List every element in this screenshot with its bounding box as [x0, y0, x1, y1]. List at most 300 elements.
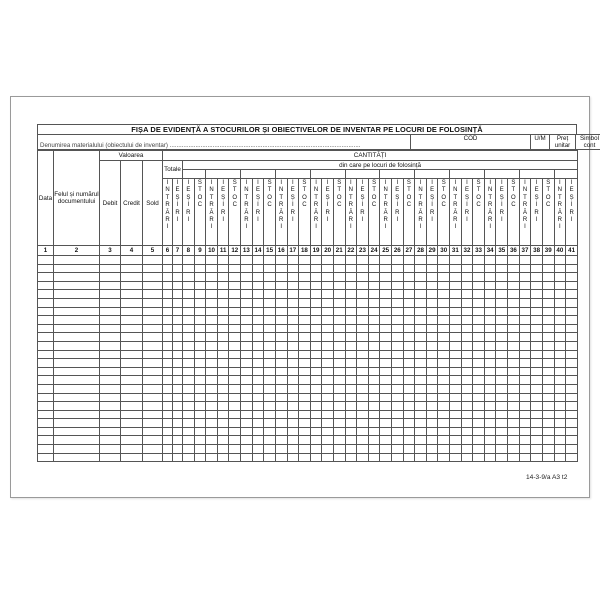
table-cell[interactable] — [531, 402, 543, 411]
table-row[interactable] — [38, 359, 578, 368]
table-cell[interactable] — [426, 316, 438, 325]
table-cell[interactable] — [194, 393, 206, 402]
table-cell[interactable] — [391, 316, 403, 325]
table-cell[interactable] — [206, 307, 218, 316]
table-cell[interactable] — [368, 445, 380, 454]
table-cell[interactable] — [566, 324, 578, 333]
table-cell[interactable] — [38, 393, 54, 402]
table-cell[interactable] — [426, 359, 438, 368]
table-cell[interactable] — [380, 333, 392, 342]
table-cell[interactable] — [345, 341, 357, 350]
table-cell[interactable] — [438, 453, 450, 462]
table-cell[interactable] — [310, 273, 322, 282]
table-cell[interactable] — [143, 359, 163, 368]
table-cell[interactable] — [194, 316, 206, 325]
table-cell[interactable] — [473, 264, 485, 273]
table-cell[interactable] — [554, 427, 566, 436]
table-cell[interactable] — [264, 384, 276, 393]
table-cell[interactable] — [415, 367, 427, 376]
table-cell[interactable] — [450, 376, 462, 385]
table-cell[interactable] — [333, 359, 345, 368]
table-cell[interactable] — [426, 256, 438, 265]
table-cell[interactable] — [403, 393, 415, 402]
table-cell[interactable] — [450, 281, 462, 290]
table-cell[interactable] — [426, 273, 438, 282]
table-cell[interactable] — [519, 333, 531, 342]
table-cell[interactable] — [264, 393, 276, 402]
table-row[interactable] — [38, 281, 578, 290]
table-cell[interactable] — [241, 256, 253, 265]
table-cell[interactable] — [426, 410, 438, 419]
table-cell[interactable] — [121, 307, 143, 316]
table-cell[interactable] — [183, 410, 195, 419]
table-cell[interactable] — [275, 445, 287, 454]
table-cell[interactable] — [542, 324, 554, 333]
table-cell[interactable] — [496, 273, 508, 282]
table-cell[interactable] — [333, 402, 345, 411]
table-cell[interactable] — [333, 341, 345, 350]
table-cell[interactable] — [554, 333, 566, 342]
table-cell[interactable] — [333, 384, 345, 393]
table-cell[interactable] — [299, 376, 311, 385]
table-cell[interactable] — [299, 298, 311, 307]
table-cell[interactable] — [299, 324, 311, 333]
table-cell[interactable] — [173, 393, 183, 402]
table-cell[interactable] — [173, 453, 183, 462]
table-cell[interactable] — [519, 427, 531, 436]
table-cell[interactable] — [287, 256, 299, 265]
table-cell[interactable] — [357, 419, 369, 428]
table-cell[interactable] — [357, 307, 369, 316]
table-cell[interactable] — [229, 281, 241, 290]
table-cell[interactable] — [438, 376, 450, 385]
table-cell[interactable] — [163, 427, 173, 436]
table-cell[interactable] — [508, 384, 520, 393]
table-cell[interactable] — [163, 436, 173, 445]
table-cell[interactable] — [173, 410, 183, 419]
table-cell[interactable] — [380, 350, 392, 359]
table-cell[interactable] — [542, 445, 554, 454]
table-cell[interactable] — [275, 298, 287, 307]
table-cell[interactable] — [322, 316, 334, 325]
table-cell[interactable] — [217, 281, 229, 290]
table-cell[interactable] — [368, 376, 380, 385]
table-cell[interactable] — [241, 436, 253, 445]
table-cell[interactable] — [241, 427, 253, 436]
table-cell[interactable] — [299, 264, 311, 273]
table-cell[interactable] — [173, 445, 183, 454]
table-cell[interactable] — [345, 273, 357, 282]
table-cell[interactable] — [345, 445, 357, 454]
table-cell[interactable] — [38, 427, 54, 436]
table-cell[interactable] — [194, 402, 206, 411]
table-cell[interactable] — [163, 273, 173, 282]
table-cell[interactable] — [496, 333, 508, 342]
table-cell[interactable] — [322, 419, 334, 428]
table-cell[interactable] — [566, 264, 578, 273]
table-cell[interactable] — [403, 316, 415, 325]
table-cell[interactable] — [333, 290, 345, 299]
table-cell[interactable] — [194, 281, 206, 290]
table-cell[interactable] — [121, 393, 143, 402]
table-cell[interactable] — [345, 419, 357, 428]
table-cell[interactable] — [287, 453, 299, 462]
table-cell[interactable] — [508, 333, 520, 342]
table-cell[interactable] — [345, 324, 357, 333]
table-cell[interactable] — [473, 367, 485, 376]
table-cell[interactable] — [299, 453, 311, 462]
table-cell[interactable] — [368, 273, 380, 282]
table-cell[interactable] — [438, 419, 450, 428]
table-cell[interactable] — [415, 453, 427, 462]
table-cell[interactable] — [310, 384, 322, 393]
table-cell[interactable] — [100, 384, 121, 393]
table-cell[interactable] — [310, 264, 322, 273]
table-row[interactable] — [38, 333, 578, 342]
table-cell[interactable] — [229, 402, 241, 411]
table-cell[interactable] — [264, 273, 276, 282]
table-cell[interactable] — [508, 367, 520, 376]
table-cell[interactable] — [542, 410, 554, 419]
table-cell[interactable] — [194, 298, 206, 307]
table-cell[interactable] — [450, 333, 462, 342]
table-cell[interactable] — [217, 427, 229, 436]
table-cell[interactable] — [426, 298, 438, 307]
table-cell[interactable] — [566, 367, 578, 376]
table-cell[interactable] — [566, 273, 578, 282]
table-cell[interactable] — [241, 376, 253, 385]
table-cell[interactable] — [403, 376, 415, 385]
table-cell[interactable] — [519, 445, 531, 454]
table-cell[interactable] — [566, 256, 578, 265]
table-cell[interactable] — [380, 281, 392, 290]
table-cell[interactable] — [183, 436, 195, 445]
table-cell[interactable] — [264, 445, 276, 454]
table-cell[interactable] — [438, 402, 450, 411]
table-cell[interactable] — [426, 393, 438, 402]
table-row[interactable] — [38, 402, 578, 411]
table-cell[interactable] — [183, 307, 195, 316]
table-cell[interactable] — [554, 436, 566, 445]
table-cell[interactable] — [121, 376, 143, 385]
table-cell[interactable] — [183, 281, 195, 290]
table-cell[interactable] — [508, 419, 520, 428]
table-cell[interactable] — [183, 316, 195, 325]
table-cell[interactable] — [415, 410, 427, 419]
table-cell[interactable] — [183, 324, 195, 333]
table-cell[interactable] — [531, 316, 543, 325]
table-cell[interactable] — [322, 341, 334, 350]
table-cell[interactable] — [229, 427, 241, 436]
table-cell[interactable] — [415, 264, 427, 273]
table-cell[interactable] — [229, 350, 241, 359]
table-cell[interactable] — [229, 316, 241, 325]
table-cell[interactable] — [531, 256, 543, 265]
table-cell[interactable] — [173, 436, 183, 445]
table-cell[interactable] — [163, 333, 173, 342]
table-cell[interactable] — [496, 350, 508, 359]
table-cell[interactable] — [100, 359, 121, 368]
table-cell[interactable] — [380, 341, 392, 350]
table-cell[interactable] — [143, 307, 163, 316]
table-cell[interactable] — [322, 350, 334, 359]
table-cell[interactable] — [438, 298, 450, 307]
table-cell[interactable] — [217, 445, 229, 454]
table-cell[interactable] — [380, 324, 392, 333]
table-cell[interactable] — [345, 402, 357, 411]
table-row[interactable] — [38, 273, 578, 282]
table-cell[interactable] — [322, 324, 334, 333]
table-cell[interactable] — [100, 281, 121, 290]
table-cell[interactable] — [380, 419, 392, 428]
table-row[interactable] — [38, 264, 578, 273]
table-cell[interactable] — [143, 316, 163, 325]
table-cell[interactable] — [531, 290, 543, 299]
table-cell[interactable] — [380, 298, 392, 307]
table-cell[interactable] — [426, 453, 438, 462]
table-cell[interactable] — [217, 376, 229, 385]
table-cell[interactable] — [403, 333, 415, 342]
table-cell[interactable] — [519, 273, 531, 282]
table-cell[interactable] — [183, 402, 195, 411]
table-cell[interactable] — [415, 256, 427, 265]
table-cell[interactable] — [496, 264, 508, 273]
table-cell[interactable] — [310, 281, 322, 290]
table-cell[interactable] — [299, 273, 311, 282]
table-cell[interactable] — [531, 341, 543, 350]
table-cell[interactable] — [299, 359, 311, 368]
table-cell[interactable] — [508, 453, 520, 462]
table-cell[interactable] — [333, 367, 345, 376]
table-cell[interactable] — [287, 333, 299, 342]
table-cell[interactable] — [542, 281, 554, 290]
table-cell[interactable] — [163, 367, 173, 376]
table-cell[interactable] — [38, 290, 54, 299]
table-cell[interactable] — [287, 281, 299, 290]
table-cell[interactable] — [368, 402, 380, 411]
table-cell[interactable] — [54, 264, 100, 273]
table-cell[interactable] — [299, 384, 311, 393]
table-cell[interactable] — [542, 453, 554, 462]
table-cell[interactable] — [403, 419, 415, 428]
table-cell[interactable] — [461, 410, 473, 419]
table-cell[interactable] — [241, 402, 253, 411]
table-cell[interactable] — [194, 384, 206, 393]
table-cell[interactable] — [391, 290, 403, 299]
table-cell[interactable] — [542, 307, 554, 316]
table-cell[interactable] — [275, 273, 287, 282]
table-cell[interactable] — [508, 350, 520, 359]
table-cell[interactable] — [438, 290, 450, 299]
table-cell[interactable] — [299, 333, 311, 342]
table-cell[interactable] — [252, 264, 264, 273]
table-cell[interactable] — [380, 393, 392, 402]
table-cell[interactable] — [542, 350, 554, 359]
table-cell[interactable] — [554, 445, 566, 454]
table-cell[interactable] — [38, 273, 54, 282]
table-cell[interactable] — [38, 402, 54, 411]
table-cell[interactable] — [333, 333, 345, 342]
table-cell[interactable] — [322, 290, 334, 299]
table-row[interactable] — [38, 324, 578, 333]
table-cell[interactable] — [54, 427, 100, 436]
table-cell[interactable] — [426, 384, 438, 393]
table-cell[interactable] — [299, 445, 311, 454]
table-cell[interactable] — [403, 402, 415, 411]
table-cell[interactable] — [357, 359, 369, 368]
table-cell[interactable] — [100, 256, 121, 265]
table-cell[interactable] — [194, 341, 206, 350]
table-cell[interactable] — [38, 350, 54, 359]
table-cell[interactable] — [368, 333, 380, 342]
table-cell[interactable] — [357, 256, 369, 265]
table-cell[interactable] — [345, 410, 357, 419]
table-cell[interactable] — [438, 350, 450, 359]
table-cell[interactable] — [519, 402, 531, 411]
table-cell[interactable] — [54, 341, 100, 350]
table-cell[interactable] — [143, 298, 163, 307]
table-cell[interactable] — [287, 367, 299, 376]
table-cell[interactable] — [206, 264, 218, 273]
table-cell[interactable] — [473, 256, 485, 265]
table-cell[interactable] — [173, 281, 183, 290]
table-cell[interactable] — [484, 307, 496, 316]
table-row[interactable] — [38, 376, 578, 385]
table-cell[interactable] — [241, 264, 253, 273]
table-cell[interactable] — [322, 298, 334, 307]
table-cell[interactable] — [357, 402, 369, 411]
table-cell[interactable] — [287, 350, 299, 359]
table-cell[interactable] — [38, 298, 54, 307]
table-cell[interactable] — [473, 324, 485, 333]
table-cell[interactable] — [217, 307, 229, 316]
table-cell[interactable] — [461, 316, 473, 325]
table-cell[interactable] — [287, 298, 299, 307]
table-cell[interactable] — [542, 359, 554, 368]
table-cell[interactable] — [380, 384, 392, 393]
table-cell[interactable] — [54, 281, 100, 290]
table-cell[interactable] — [403, 281, 415, 290]
table-cell[interactable] — [496, 384, 508, 393]
table-cell[interactable] — [287, 359, 299, 368]
table-cell[interactable] — [357, 273, 369, 282]
table-cell[interactable] — [438, 256, 450, 265]
table-cell[interactable] — [229, 384, 241, 393]
table-cell[interactable] — [391, 324, 403, 333]
table-cell[interactable] — [241, 324, 253, 333]
table-cell[interactable] — [473, 307, 485, 316]
table-cell[interactable] — [275, 290, 287, 299]
table-cell[interactable] — [38, 367, 54, 376]
table-cell[interactable] — [508, 256, 520, 265]
table-cell[interactable] — [264, 316, 276, 325]
table-cell[interactable] — [206, 290, 218, 299]
table-cell[interactable] — [100, 273, 121, 282]
table-cell[interactable] — [54, 290, 100, 299]
table-cell[interactable] — [333, 453, 345, 462]
table-cell[interactable] — [173, 256, 183, 265]
table-cell[interactable] — [542, 393, 554, 402]
table-cell[interactable] — [38, 341, 54, 350]
table-cell[interactable] — [357, 350, 369, 359]
table-cell[interactable] — [299, 316, 311, 325]
table-cell[interactable] — [322, 393, 334, 402]
table-cell[interactable] — [121, 264, 143, 273]
table-cell[interactable] — [310, 393, 322, 402]
table-cell[interactable] — [450, 453, 462, 462]
table-cell[interactable] — [264, 359, 276, 368]
table-cell[interactable] — [206, 419, 218, 428]
table-cell[interactable] — [484, 333, 496, 342]
table-cell[interactable] — [531, 384, 543, 393]
table-cell[interactable] — [54, 359, 100, 368]
table-cell[interactable] — [299, 307, 311, 316]
table-cell[interactable] — [368, 359, 380, 368]
table-cell[interactable] — [473, 427, 485, 436]
table-cell[interactable] — [206, 436, 218, 445]
table-cell[interactable] — [206, 333, 218, 342]
table-cell[interactable] — [368, 290, 380, 299]
table-cell[interactable] — [241, 298, 253, 307]
table-cell[interactable] — [194, 307, 206, 316]
table-cell[interactable] — [461, 350, 473, 359]
table-cell[interactable] — [484, 324, 496, 333]
table-cell[interactable] — [531, 453, 543, 462]
table-cell[interactable] — [554, 290, 566, 299]
table-cell[interactable] — [241, 333, 253, 342]
table-cell[interactable] — [496, 281, 508, 290]
table-cell[interactable] — [38, 410, 54, 419]
table-cell[interactable] — [229, 298, 241, 307]
table-cell[interactable] — [368, 427, 380, 436]
table-cell[interactable] — [484, 281, 496, 290]
table-cell[interactable] — [426, 264, 438, 273]
table-cell[interactable] — [345, 333, 357, 342]
table-cell[interactable] — [531, 419, 543, 428]
table-cell[interactable] — [496, 393, 508, 402]
table-cell[interactable] — [121, 436, 143, 445]
table-cell[interactable] — [310, 445, 322, 454]
table-cell[interactable] — [484, 453, 496, 462]
table-cell[interactable] — [38, 436, 54, 445]
table-cell[interactable] — [357, 376, 369, 385]
table-cell[interactable] — [391, 402, 403, 411]
table-cell[interactable] — [183, 273, 195, 282]
table-cell[interactable] — [403, 359, 415, 368]
table-cell[interactable] — [566, 333, 578, 342]
table-cell[interactable] — [333, 281, 345, 290]
table-cell[interactable] — [519, 384, 531, 393]
table-cell[interactable] — [473, 419, 485, 428]
table-row[interactable] — [38, 298, 578, 307]
table-cell[interactable] — [403, 453, 415, 462]
table-cell[interactable] — [229, 367, 241, 376]
table-cell[interactable] — [38, 453, 54, 462]
table-cell[interactable] — [403, 264, 415, 273]
table-cell[interactable] — [163, 393, 173, 402]
table-cell[interactable] — [163, 290, 173, 299]
table-cell[interactable] — [531, 350, 543, 359]
table-cell[interactable] — [519, 410, 531, 419]
table-cell[interactable] — [143, 453, 163, 462]
table-cell[interactable] — [38, 445, 54, 454]
table-cell[interactable] — [264, 402, 276, 411]
table-cell[interactable] — [121, 273, 143, 282]
table-cell[interactable] — [241, 393, 253, 402]
table-cell[interactable] — [275, 453, 287, 462]
table-cell[interactable] — [163, 419, 173, 428]
table-cell[interactable] — [542, 333, 554, 342]
